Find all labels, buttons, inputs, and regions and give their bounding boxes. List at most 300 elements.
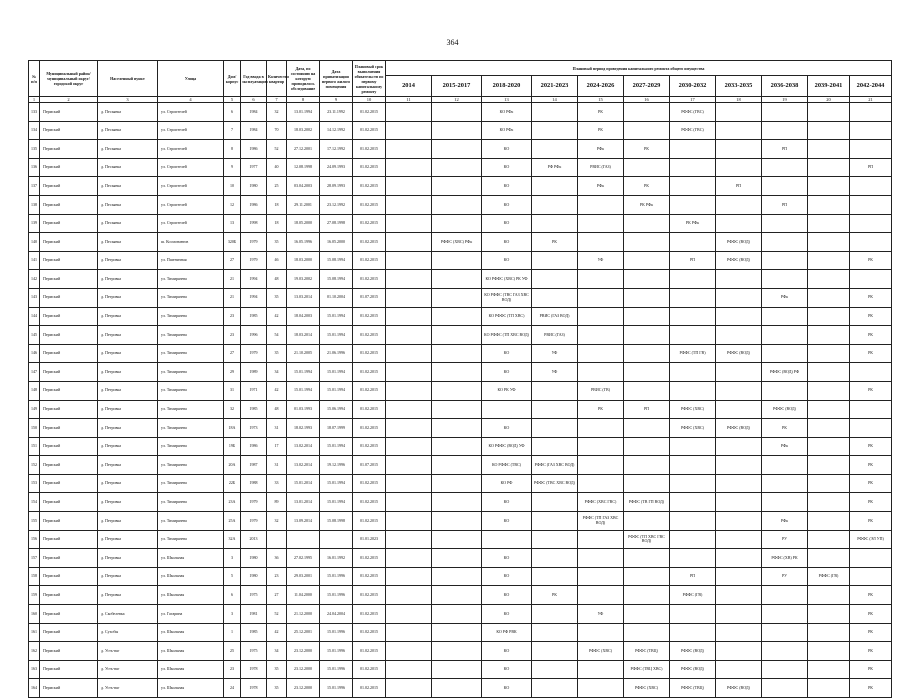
table-cell: РФФС (ХВ) РК [762,549,808,568]
table-cell: Пермский [40,679,98,698]
table-cell: 01.07.2015 [353,456,386,475]
table-cell [808,251,850,270]
table-cell: 01.02.2015 [353,623,386,642]
table-cell: 1998 [241,214,267,233]
table-cell: 136 [29,158,40,177]
table-cell: 23.12.2000 [287,642,320,661]
table-cell [850,140,892,159]
table-cell [432,549,482,568]
table-cell: РК [850,642,892,661]
table-cell: 35 [267,288,287,307]
table-cell: 15.01.1994 [320,381,353,400]
table-cell: Пермский [40,326,98,345]
table-cell [716,381,762,400]
table-cell: 01.02.2015 [353,567,386,586]
table-cell: 34 [267,642,287,661]
table-cell: КО [482,344,532,363]
table-cell: РФФС (ХВС) [624,679,670,698]
table-cell: РК [578,121,624,140]
table-cell [578,419,624,438]
table-cell [716,307,762,326]
table-cell [670,195,716,214]
table-cell [578,363,624,382]
table-cell: 01.02.2015 [353,679,386,698]
table-row [29,307,892,326]
table-cell: Пермский [40,474,98,493]
table-cell: 151 [29,437,40,456]
header-year-period: 2039-2041 [808,76,850,97]
table-cell: РФФС (ТВЦ) [624,642,670,661]
table-cell: 01.02.2015 [353,381,386,400]
table-cell: 01.02.2015 [353,177,386,196]
table-cell [808,103,850,122]
table-cell: 42 [267,623,287,642]
table-cell: КО [482,195,532,214]
table-cell [624,381,670,400]
table-cell: КО [482,233,532,252]
table-cell: 01.03.1993 [287,400,320,419]
table-cell: 15.01.1996 [320,660,353,679]
table-cell [808,344,850,363]
table-cell: 19Б [224,437,241,456]
table-cell: ул. Строителей [158,177,224,196]
table-cell: д. Петровка [98,344,158,363]
table-cell: КО [482,549,532,568]
table-cell: 140 [29,233,40,252]
table-cell: 17 [267,437,287,456]
table-cell: РФФС (ВОД) [762,400,808,419]
table-cell: 20А [224,456,241,475]
table-cell [624,419,670,438]
table-cell [532,214,578,233]
table-cell: 1989 [241,363,267,382]
table-cell: КО РФк [482,121,532,140]
table-cell: РФФС (ВОД) [716,251,762,270]
table-cell: РК [850,586,892,605]
table-cell: 23.12.2000 [287,679,320,698]
table-cell [532,605,578,624]
table-cell: 1984 [241,121,267,140]
table-cell [716,103,762,122]
table-cell: 154 [29,493,40,512]
table-cell: 01.02.2015 [353,400,386,419]
table-cell [386,158,432,177]
table-cell [670,363,716,382]
table-row [29,512,892,531]
column-number: 17 [670,97,716,103]
header-survey-date: Дата, по состоянию на которую проводилось обследование [287,61,320,97]
table-cell: 27 [224,251,241,270]
table-row [29,177,892,196]
table-cell: РФк [762,512,808,531]
header-deadline: Плановый срок выполнения обязательств по первому капитальному ремонту [353,61,386,97]
table-cell: Пермский [40,270,98,289]
table-cell [532,549,578,568]
table-cell [386,307,432,326]
table-cell: 13.01.2014 [287,493,320,512]
table-cell: ул. Строителей [158,195,224,214]
table-cell: ул. Тимирязева [158,437,224,456]
table-cell [578,437,624,456]
table-cell [386,456,432,475]
table-cell [432,605,482,624]
table-cell [808,363,850,382]
column-number: 13 [482,97,532,103]
table-cell [762,623,808,642]
table-cell: д. Петровка [98,381,158,400]
table-cell [532,251,578,270]
table-cell: ул. Тимирязева [158,270,224,289]
table-cell [762,233,808,252]
table-cell [808,549,850,568]
table-cell [386,493,432,512]
table-row [29,642,892,661]
table-cell [386,400,432,419]
table-cell: 1971 [241,381,267,400]
table-cell [716,642,762,661]
table-cell: ул. Пшеничная [158,251,224,270]
table-cell: 01.02.2015 [353,158,386,177]
table-cell: ул. Тимирязева [158,400,224,419]
table-cell: ул. Школьная [158,549,224,568]
table-cell: Пермский [40,456,98,475]
table-cell [432,177,482,196]
table-cell: КО [482,567,532,586]
table-cell [808,679,850,698]
table-cell: 149 [29,400,40,419]
table-cell: Пермский [40,121,98,140]
column-number: 18 [716,97,762,103]
table-cell: КО РФФС (ТВС ГАЗ ХВС ВОД) [482,288,532,307]
table-cell [386,270,432,289]
table-cell: 32 [267,512,287,531]
table-cell: КО РФФС (ТВС) [482,456,532,475]
table-cell [624,270,670,289]
table-cell [808,456,850,475]
table-row [29,493,892,512]
table-cell: КО РФФС (ТП ХВС) [482,307,532,326]
table-cell: 18.02.1993 [287,419,320,438]
table-cell: д. Петровка [98,456,158,475]
table-cell [624,307,670,326]
table-cell: РК [850,512,892,531]
table-cell [808,512,850,531]
table-cell: 14.12.1992 [320,121,353,140]
table-cell [624,214,670,233]
table-cell: 16.05.1996 [287,233,320,252]
table-cell: ул. Тимирязева [158,288,224,307]
table-cell [762,660,808,679]
table-row [29,326,892,345]
table-cell: д. Усть-ваг [98,660,158,679]
table-cell: ул. Тимирязева [158,326,224,345]
table-cell [432,214,482,233]
header-year-period: 2018-2020 [482,76,532,97]
table-cell: ул. Тимирязева [158,381,224,400]
column-number: 5 [224,97,241,103]
table-cell: 1986 [241,437,267,456]
table-cell [432,530,482,549]
table-cell [808,530,850,549]
table-cell: 52 [267,140,287,159]
table-cell [386,419,432,438]
table-cell: КО РФФС (ХВС) РК УФ [482,270,532,289]
table-cell: 137 [29,177,40,196]
table-cell: РП [850,158,892,177]
table-cell [670,326,716,345]
table-cell [850,214,892,233]
table-cell: 1977 [241,158,267,177]
table-cell: РК [850,623,892,642]
table-cell [716,623,762,642]
table-cell [432,456,482,475]
table-cell: РФФС (ТВЦ) [670,679,716,698]
table-cell: 18.05.2000 [287,214,320,233]
table-cell: 03.04.2003 [287,177,320,196]
table-cell [386,437,432,456]
table-row [29,121,892,140]
table-cell [386,288,432,307]
table-cell [850,233,892,252]
table-cell [432,679,482,698]
table-cell: РФФС (ВОД) [716,679,762,698]
table-cell: РП [762,195,808,214]
table-cell: РУ [762,567,808,586]
table-cell: 21 [224,270,241,289]
table-cell: РП [670,567,716,586]
table-cell [532,103,578,122]
table-cell [808,177,850,196]
table-cell [432,493,482,512]
table-cell: РФФС (ВОД) [716,419,762,438]
table-cell: 42 [267,381,287,400]
table-cell [716,326,762,345]
table-cell: ул. Тимирязева [158,530,224,549]
table-cell: 01.02.2015 [353,363,386,382]
table-cell [532,660,578,679]
table-cell [432,623,482,642]
table-cell: РВИС (ГАЗ) [532,326,578,345]
table-cell: д. Усть-ваг [98,642,158,661]
table-cell: 15.01.1994 [320,363,353,382]
table-cell: КО РК УФ [482,381,532,400]
table-cell [624,251,670,270]
table-cell [267,530,287,549]
table-cell: РФФС (ВОД) РФ [762,363,808,382]
table-cell [432,381,482,400]
table-row [29,549,892,568]
table-cell: 29.03.2001 [287,567,320,586]
table-cell [670,288,716,307]
table-cell [578,623,624,642]
table-cell: 1 [224,623,241,642]
table-cell: РФФС (ТВЦ ХВС) [624,660,670,679]
table-row [29,251,892,270]
header-apartments: Количество квартир [267,61,287,97]
table-cell: 01.02.2015 [353,437,386,456]
table-cell [432,158,482,177]
table-cell: ул. Строителей [158,214,224,233]
table-cell [762,251,808,270]
table-cell: 3 [224,549,241,568]
table-cell: 16.01.1992 [320,549,353,568]
table-cell: 18.03.2000 [287,251,320,270]
table-cell [386,474,432,493]
table-cell: 15.01.2014 [287,474,320,493]
table-cell: 32 [224,400,241,419]
table-cell [578,307,624,326]
table-cell: д. Петровка [98,326,158,345]
table-cell: 18.04.2003 [287,307,320,326]
table-cell [432,586,482,605]
table-cell: 31 [267,456,287,475]
table-cell: 15.01.1994 [320,307,353,326]
table-cell: КО [482,177,532,196]
table-cell [670,177,716,196]
table-cell: 15.01.1996 [320,623,353,642]
table-cell [716,270,762,289]
table-cell: 15.01.1994 [320,326,353,345]
table-cell: КО [482,586,532,605]
table-cell: д. Петровка [98,549,158,568]
table-cell: 29 [224,363,241,382]
table-cell [578,270,624,289]
table-cell: РК [532,233,578,252]
table-cell: РК [850,381,892,400]
table-cell: 15.01.1994 [287,363,320,382]
table-cell: д. Петровка [98,400,158,419]
table-cell [808,642,850,661]
table-cell: 01.02.2015 [353,642,386,661]
table-cell [432,307,482,326]
table-cell [716,288,762,307]
table-cell [716,400,762,419]
table-cell: РФФС (ХВС) [670,400,716,419]
table-cell: 143 [29,288,40,307]
page-number: 364 [446,38,459,47]
table-cell: д. Песьянка [98,140,158,159]
table-cell: 19.03.2002 [287,270,320,289]
table-row [29,400,892,419]
table-cell: РК [850,660,892,679]
table-cell: РФФС (ХВС) [670,419,716,438]
table-row [29,605,892,624]
header-year-period: 2042-2044 [850,76,892,97]
table-cell: 34 [267,363,287,382]
table-cell: РК [578,400,624,419]
table-cell: РК [578,103,624,122]
table-cell: 3 [224,605,241,624]
table-row [29,270,892,289]
table-cell: 320Б [224,233,241,252]
header-privatization-date: Дата приватизации первого жилого помещения [320,61,353,97]
table-row [29,140,892,159]
table-cell: ул. Школьная [158,567,224,586]
table-cell: 18.03.2002 [287,121,320,140]
table-cell [808,326,850,345]
table-cell: 40 [267,158,287,177]
table-cell [624,103,670,122]
table-cell: 23 [224,326,241,345]
table-cell: 35 [267,679,287,698]
table-cell: 1979 [241,512,267,531]
table-cell [808,437,850,456]
table-cell: 2013 [241,530,267,549]
table-cell: 1984 [241,103,267,122]
table-cell: 31 [224,381,241,400]
table-cell: КО [482,251,532,270]
table-cell [850,195,892,214]
table-cell [808,400,850,419]
table-cell [850,177,892,196]
table-cell [716,121,762,140]
header-municipality: Муниципальный район/муниципальный округ/городской округ [40,61,98,97]
table-cell: 13.03.2014 [287,288,320,307]
table-cell: 27 [224,344,241,363]
table-row [29,586,892,605]
table-cell: РК РФк [624,195,670,214]
table-cell [386,233,432,252]
table-cell: Пермский [40,214,98,233]
table-cell: 21.10.2005 [287,344,320,363]
table-cell: 12 [224,195,241,214]
table-cell [624,474,670,493]
table-cell: 35 [267,344,287,363]
table-cell: д. Усть-ваг [98,679,158,698]
table-cell: 1980 [241,567,267,586]
table-cell [624,623,670,642]
table-cell [532,642,578,661]
table-cell: Пермский [40,586,98,605]
table-cell: 13.02.2014 [287,456,320,475]
table-cell: 16.05.2000 [320,233,353,252]
table-cell [432,512,482,531]
table-cell [386,381,432,400]
table-cell: 13.09.2014 [287,512,320,531]
table-cell: РФФС (ТП ХВС ГВС ВОД) [624,530,670,549]
column-number: 15 [578,97,624,103]
table-cell: КО РФк [482,103,532,122]
table-cell: 01.07.2015 [353,288,386,307]
table-cell: РФк [762,288,808,307]
table-cell [386,195,432,214]
table-row [29,158,892,177]
table-cell [386,326,432,345]
table-cell [624,121,670,140]
table-cell: ул. Школьная [158,679,224,698]
table-cell: 01.02.2015 [353,140,386,159]
table-cell [432,121,482,140]
table-cell: 01.02.2015 [353,474,386,493]
table-cell: 15.08.1998 [320,512,353,531]
table-cell [716,195,762,214]
table-cell: 146 [29,344,40,363]
table-cell: 144 [29,307,40,326]
column-number: 7 [267,97,287,103]
table-cell: РФФС (ЭЛ УП) [850,530,892,549]
table-cell: Пермский [40,288,98,307]
table-cell [624,456,670,475]
table-cell: РУ [762,530,808,549]
table-cell [386,251,432,270]
table-cell: РФФС (ХВС ГВС) [578,493,624,512]
table-cell: РК [850,307,892,326]
table-cell: 157 [29,549,40,568]
table-cell [762,307,808,326]
table-cell [716,493,762,512]
table-cell: 1994 [241,270,267,289]
table-cell: 158 [29,567,40,586]
